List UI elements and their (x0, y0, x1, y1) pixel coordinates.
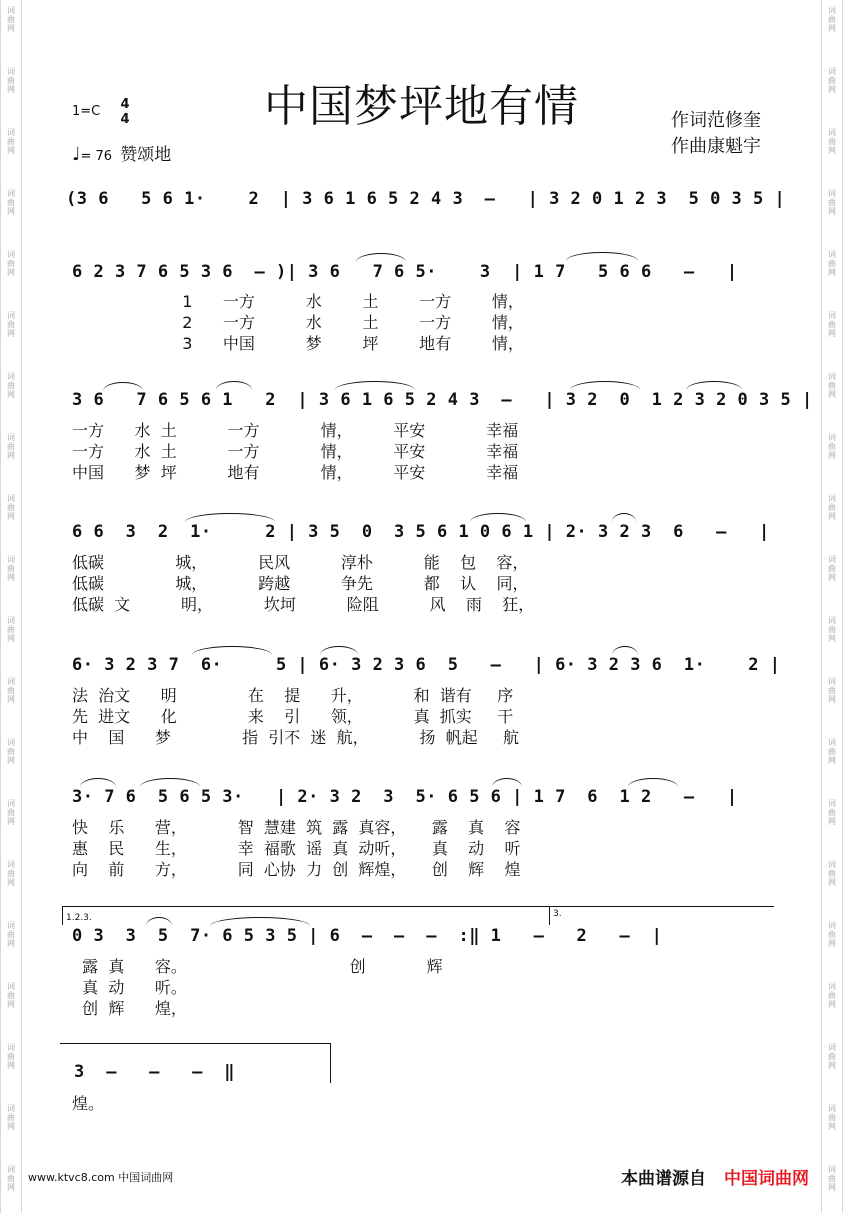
notation-line-6: 3· 7 6 5 6 5 3· | 2· 3 2 3 5· 6 5 6 | 1 7 6 1 2 – | (72, 787, 738, 807)
meter-top: 4 (120, 97, 130, 112)
watermark-text: 词 曲 网 (7, 1104, 15, 1131)
second-ending-label: 3. (553, 909, 562, 919)
watermark-text: 词 曲 网 (828, 860, 836, 887)
watermark-text: 词 曲 网 (7, 311, 15, 338)
lyric-line-3-3: 中国 梦 坪 地有 情， 平安 幸福 (72, 463, 519, 482)
lyric-line-6-2: 惠 民 生， 幸 福歌 谣 真 动听， 真 动 听 (72, 839, 521, 858)
lyric-line-4-1: 低碳 城， 民风 淳朴 能 包 容， (72, 553, 529, 572)
watermark-text: 词 曲 网 (7, 738, 15, 765)
lyric-line-5-1: 法 治文 明 在 提 升， 和 谐有 序 (72, 686, 514, 705)
second-ending-bracket (549, 906, 774, 925)
watermark-text: 词 曲 网 (7, 1165, 15, 1192)
notation-line-5: 6· 3 2 3 7 6· 5 | 6· 3 2 3 6 5 – | 6· 3 2 3 6 1· 2 | (72, 655, 781, 675)
lyric-line-6-3: 向 前 方， 同 心协 力 创 辉煌， 创 辉 煌 (72, 860, 521, 879)
left-watermark-strip (0, 0, 22, 1213)
notation-line-1: (3 6 5 6 1· 2 | 3 6 1 6 5 2 4 3 – | 3 2 0 1 2 3 5 0 3 5 | (66, 189, 786, 209)
watermark-text: 词 曲 网 (828, 555, 836, 582)
watermark-text: 词 曲 网 (7, 189, 15, 216)
watermark-text: 词 曲 网 (828, 250, 836, 277)
watermark-text: 词 曲 网 (828, 738, 836, 765)
notation-line-8: 3 – – – ‖ (74, 1062, 236, 1082)
lyric-line-7-1: 露 真 容。 创 辉 (72, 957, 443, 976)
slur (140, 778, 200, 787)
slur (103, 382, 143, 391)
lyric-line-3-2: 一方 水 土 一方 情， 平安 幸福 (72, 442, 519, 461)
right-watermark-strip (821, 0, 843, 1213)
watermark-text: 词 曲 网 (7, 982, 15, 1009)
lyricist-credit: 作词范修奎 (671, 110, 761, 131)
footer-source-label: 本曲谱源自 (621, 1169, 706, 1189)
composer-credit: 作曲康魁宇 (671, 136, 761, 157)
watermark-text: 词 曲 网 (7, 6, 15, 33)
watermark-text: 词 曲 网 (7, 1043, 15, 1070)
watermark-text: 词 曲 网 (7, 433, 15, 460)
watermark-text: 词 曲 网 (828, 1043, 836, 1070)
slur (335, 381, 415, 390)
slur (566, 252, 638, 261)
lyric-line-5-3: 中 国 梦 指 引不 迷 航， 扬 帆起 航 (72, 728, 520, 747)
slur (570, 381, 640, 390)
watermark-text: 词 曲 网 (828, 982, 836, 1009)
footer-site-url: www.ktvc8.com 中国词曲网 (28, 1171, 174, 1184)
watermark-text: 词 曲 网 (828, 189, 836, 216)
lyric-line-7-2: 真 动 听。 (72, 978, 187, 997)
slur (185, 513, 275, 522)
watermark-text: 词 曲 网 (7, 250, 15, 277)
watermark-text: 词 曲 网 (7, 860, 15, 887)
watermark-text: 词 曲 网 (7, 677, 15, 704)
lyric-line-3-1: 一方 水 土 一方 情， 平安 幸福 (72, 421, 519, 440)
tempo-marking (72, 140, 171, 165)
time-signature (118, 97, 132, 127)
lyric-line-2-2: 2 一方 水 土 一方 情， (50, 313, 524, 332)
watermark-text: 词 曲 网 (828, 494, 836, 521)
lyric-line-4-3: 低碳 文 明， 坎坷 险阻 风 雨 狂， (72, 595, 535, 614)
slur (470, 513, 526, 522)
slur (216, 381, 252, 390)
tempo-value: = 76 (80, 149, 113, 164)
slur (80, 778, 116, 787)
watermark-text: 词 曲 网 (7, 494, 15, 521)
notation-line-4: 6 6 3 2 1· 2 | 3 5 0 3 5 6 1 0 6 1 | 2· 3 2 3 6 – | (72, 522, 770, 542)
lyric-line-6-1: 快 乐 营， 智 慧建 筑 露 真容， 露 真 容 (72, 818, 521, 837)
lyric-line-2-3: 3 中国 梦 坪 地有 情， (50, 334, 524, 353)
watermark-text: 词 曲 网 (828, 677, 836, 704)
watermark-text: 词 曲 网 (828, 67, 836, 94)
slur (356, 253, 406, 262)
slur (492, 778, 522, 787)
first-ending-label: 1.2.3. (66, 913, 92, 923)
quarter-note-icon: ♩ (72, 144, 81, 165)
watermark-text: 词 曲 网 (828, 372, 836, 399)
expression-marking: 赞颂地 (120, 145, 172, 165)
notation-line-7: 0 3 3 5 7· 6 5 3 5 | 6 – – – :‖ 1 – 2 – | (72, 926, 663, 946)
meter-bottom: 4 (120, 112, 130, 127)
page-title: 中国梦坪地有情 (264, 81, 579, 132)
lyric-line-7-3: 创 辉 煌， (72, 999, 187, 1018)
final-volta-end (330, 1043, 331, 1083)
watermark-text: 词 曲 网 (828, 799, 836, 826)
watermark-text: 词 曲 网 (828, 433, 836, 460)
watermark-text: 词 曲 网 (828, 616, 836, 643)
footer-site-name: 中国词曲网 (724, 1169, 809, 1189)
watermark-text: 词 曲 网 (828, 1165, 836, 1192)
slur (192, 646, 272, 655)
lyric-line-2-1: 1 一方 水 土 一方 情， (50, 292, 524, 311)
watermark-text: 词 曲 网 (828, 1104, 836, 1131)
watermark-text: 词 曲 网 (7, 555, 15, 582)
watermark-text: 词 曲 网 (7, 67, 15, 94)
slur (686, 381, 742, 390)
notation-line-3: 3 6 7 6 5 6 1 2 | 3 6 1 6 5 2 4 3 – | 3 2 0 1 2 3 2 0 3 5 | (72, 390, 813, 410)
notation-line-2: 6 2 3 7 6 5 3 6 – )| 3 6 7 6 5· 3 | 1 7 5 6 6 – | (72, 262, 738, 282)
slur (612, 646, 638, 655)
watermark-text: 词 曲 网 (828, 311, 836, 338)
slur (612, 513, 636, 522)
lyric-line-4-2: 低碳 城， 跨越 争先 都 认 同， (72, 574, 529, 593)
watermark-text: 词 曲 网 (828, 128, 836, 155)
watermark-text: 词 曲 网 (7, 799, 15, 826)
watermark-text: 词 曲 网 (7, 921, 15, 948)
lyric-line-5-2: 先 进文 化 来 引 领， 真 抓实 干 (72, 707, 514, 726)
watermark-text: 词 曲 网 (7, 128, 15, 155)
footer-source (621, 1164, 809, 1189)
watermark-text: 词 曲 网 (7, 616, 15, 643)
watermark-text: 词 曲 网 (7, 372, 15, 399)
watermark-text: 词 曲 网 (828, 921, 836, 948)
final-volta-line (60, 1043, 330, 1045)
slur (320, 646, 358, 655)
key-signature: 1=C (72, 104, 101, 119)
watermark-text: 词 曲 网 (828, 6, 836, 33)
slur (628, 778, 678, 787)
lyric-line-8-1: 煌。 (72, 1094, 105, 1113)
